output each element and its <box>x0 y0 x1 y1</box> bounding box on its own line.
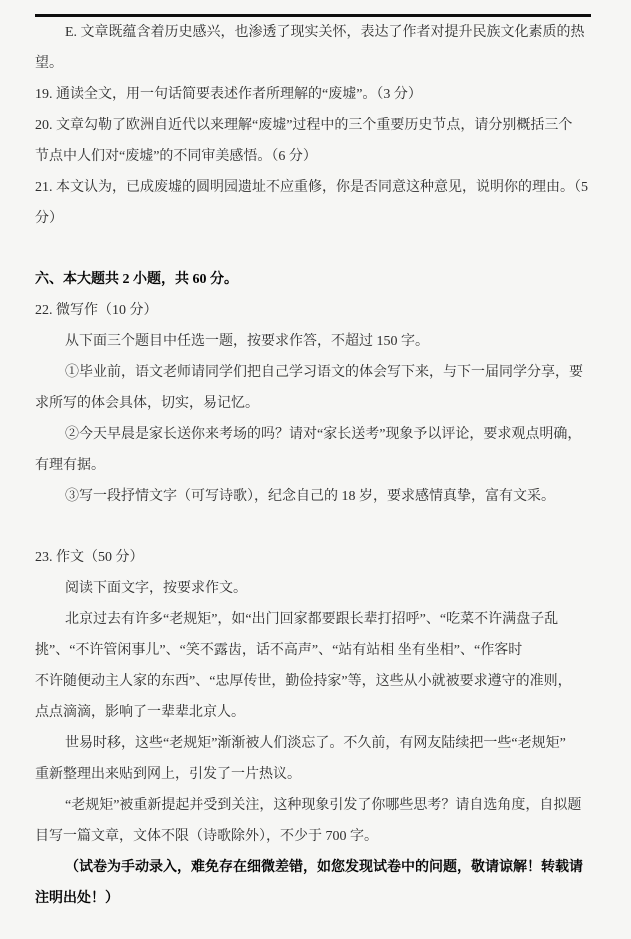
document-body <box>35 17 600 914</box>
text-line: 注明出处！） <box>35 891 119 906</box>
text-line: 不许随便动主人家的东西”、“忠厚传世，勤俭持家”等，这些从小就被要求遵守的准则， <box>35 674 572 689</box>
text-line: 21. 本文认为，已成废墟的圆明园遗址不应重修，你是否同意这种意见，说明你的理由。（5 <box>35 180 588 195</box>
text-line: 19. 通读全文，用一句话简要表述作者所理解的“废墟”。（3 分） <box>35 87 422 102</box>
text-line: 目写一篇文章，文体不限（诗歌除外），不少于 700 字。 <box>35 829 378 844</box>
text-line: 挑”、“不许管闲事儿”、“笑不露齿，话不高声”、“站有站相 坐有坐相”、“作客时 <box>35 643 523 658</box>
text-line: ①毕业前，语文老师请同学们把自己学习语文的体会写下来，与下一届同学分享，要 <box>65 365 583 380</box>
text-line: ②今天早晨是家长送你来考场的吗？请对“家长送考”现象予以评论，要求观点明确， <box>65 427 582 442</box>
text-line: 23. 作文（50 分） <box>35 550 144 565</box>
text-line: 分） <box>35 211 63 226</box>
text-line: 点点滴滴，影响了一辈辈北京人。 <box>35 705 245 720</box>
text-line: 有理有据。 <box>35 458 105 473</box>
text-line: 世易时移，这些“老规矩”渐渐被人们淡忘了。不久前，有网友陆续把一些“老规矩” <box>65 736 566 751</box>
text-line: 重新整理出来贴到网上，引发了一片热议。 <box>35 767 301 782</box>
text-line: 求所写的体会具体，切实，易记忆。 <box>35 396 259 411</box>
text-line: 22. 微写作（10 分） <box>35 303 158 318</box>
text-line: 六、本大题共 2 小题，共 60 分。 <box>35 272 238 287</box>
text-line: （试卷为手动录入，难免存在细微差错，如您发现试卷中的问题，敬请谅解！转载请 <box>65 860 583 875</box>
text-line: 从下面三个题目中任选一题，按要求作答，不超过 150 字。 <box>65 334 429 349</box>
text-line: 20. 文章勾勒了欧洲自近代以来理解“废墟”过程中的三个重要历史节点，请分别概括三个 <box>35 118 573 133</box>
text-line: “老规矩”被重新提起并受到关注，这种现象引发了你哪些思考？请自选角度，自拟题 <box>65 798 582 813</box>
text-line: 北京过去有许多“老规矩”，如“出门回家都要跟长辈打招呼”、“吃菜不许满盘子乱 <box>65 612 559 627</box>
text-line: ③写一段抒情文字（可写诗歌），纪念自己的 18 岁，要求感情真挚，富有文采。 <box>65 489 555 504</box>
text-line: 节点中人们对“废墟”的不同审美感悟。（6 分） <box>35 149 317 164</box>
text-line: 望。 <box>35 56 63 71</box>
text-line: 阅读下面文字，按要求作文。 <box>65 581 247 596</box>
text-line: E. 文章既蕴含着历史感兴，也渗透了现实关怀，表达了作者对提升民族文化素质的热 <box>65 25 585 40</box>
